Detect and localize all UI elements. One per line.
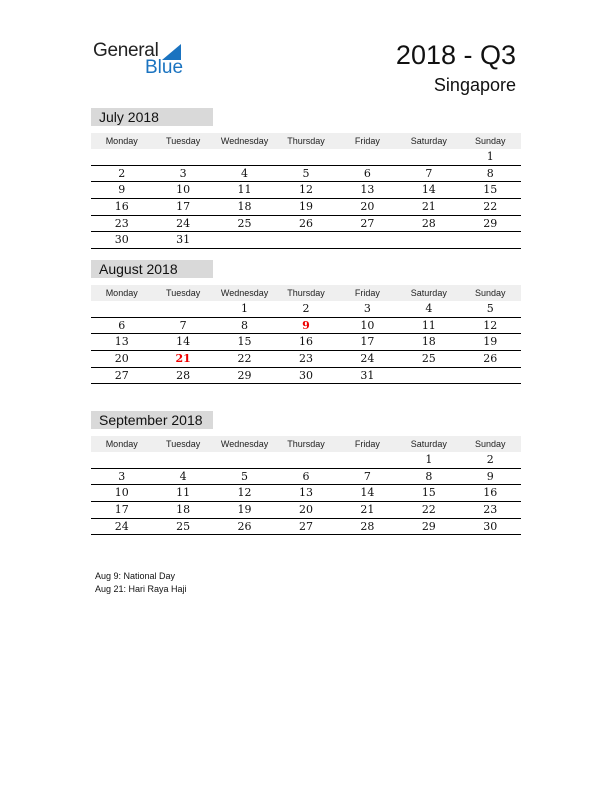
date-cell: 20 xyxy=(114,352,129,366)
holiday-notes xyxy=(95,570,187,596)
date-cell: 7 xyxy=(363,469,371,483)
weekday-label: Wednesday xyxy=(220,288,269,298)
date-cell: 18 xyxy=(176,503,191,517)
date-cell: 16 xyxy=(483,486,498,500)
week-row xyxy=(91,199,521,216)
weekday-label: Monday xyxy=(105,288,138,298)
holiday-note: Aug 9: National Day xyxy=(95,571,176,581)
date-cell: 19 xyxy=(298,200,313,214)
date-cell xyxy=(398,149,459,165)
date-cell: 5 xyxy=(241,469,249,483)
date-cell: 15 xyxy=(237,335,252,349)
date-cell: 22 xyxy=(421,503,436,517)
date-cell: 10 xyxy=(114,486,129,500)
date-cell xyxy=(214,452,275,468)
weekday-label: Saturday xyxy=(410,288,447,298)
date-cell: 7 xyxy=(179,318,187,332)
weekday-label: Tuesday xyxy=(166,288,201,298)
date-cell xyxy=(460,368,521,384)
holiday-note: Aug 21: Hari Raya Haji xyxy=(95,584,187,594)
date-cell: 8 xyxy=(425,469,433,483)
date-cell: 11 xyxy=(421,318,436,332)
date-cell: 28 xyxy=(176,368,191,382)
date-cell: 9 xyxy=(486,469,494,483)
month-title: July 2018 xyxy=(91,108,213,126)
week-row xyxy=(91,301,521,318)
week-row xyxy=(91,485,521,502)
date-cell: 6 xyxy=(302,469,310,483)
date-cell: 2 xyxy=(118,166,126,180)
date-cell: 13 xyxy=(360,183,375,197)
date-cell: 20 xyxy=(298,503,313,517)
weekday-header xyxy=(91,133,521,149)
date-cell: 28 xyxy=(360,519,375,533)
week-row xyxy=(91,519,521,536)
week-row xyxy=(91,149,521,166)
date-cell: 5 xyxy=(302,166,310,180)
date-cell: 25 xyxy=(176,519,191,533)
date-cell: 31 xyxy=(176,233,191,247)
date-cell: 19 xyxy=(237,503,252,517)
date-cell: 14 xyxy=(176,335,191,349)
week-row xyxy=(91,469,521,486)
date-cell: 29 xyxy=(237,368,252,382)
date-cell: 3 xyxy=(118,469,126,483)
weekday-header xyxy=(91,285,521,301)
date-cell: 23 xyxy=(298,352,313,366)
week-row xyxy=(91,334,521,351)
date-cell: 13 xyxy=(298,486,313,500)
date-cell: 14 xyxy=(360,486,375,500)
date-cell: 2 xyxy=(486,453,494,466)
month-title: August 2018 xyxy=(91,260,213,278)
month-0 xyxy=(91,108,521,249)
date-cell: 13 xyxy=(114,335,129,349)
weekday-label: Sunday xyxy=(474,439,506,449)
date-cell: 26 xyxy=(483,352,498,366)
date-cell: 8 xyxy=(241,318,249,332)
weekday-label: Sunday xyxy=(474,136,506,146)
week-row xyxy=(91,502,521,519)
week-row xyxy=(91,452,521,469)
logo-blue: Blue xyxy=(145,57,184,78)
date-cell: 25 xyxy=(237,216,252,230)
date-cell: 22 xyxy=(237,352,252,366)
weekday-label: Wednesday xyxy=(220,439,269,449)
date-cell: 26 xyxy=(237,519,252,533)
date-cell: 27 xyxy=(298,519,313,533)
weekday-label: Wednesday xyxy=(220,136,269,146)
country-name: Singapore xyxy=(433,75,516,95)
date-cell: 15 xyxy=(421,486,436,500)
page-title: 2018 - Q3 xyxy=(395,40,516,70)
date-cell: 17 xyxy=(360,335,375,349)
weekday-label: Tuesday xyxy=(166,439,201,449)
date-cell xyxy=(152,452,213,468)
date-cell: 14 xyxy=(421,183,436,197)
date-cell: 24 xyxy=(360,352,375,366)
week-row xyxy=(91,182,521,199)
weekday-label: Thursday xyxy=(287,136,325,146)
date-cell xyxy=(91,301,152,317)
date-cell xyxy=(398,232,459,248)
date-cell xyxy=(152,149,213,165)
date-cell: 26 xyxy=(298,216,313,230)
date-cell: 30 xyxy=(298,368,313,382)
date-cell: 3 xyxy=(363,302,371,315)
date-cell xyxy=(275,452,336,468)
week-row xyxy=(91,166,521,183)
date-cell: 10 xyxy=(360,318,375,332)
weekday-label: Thursday xyxy=(287,288,325,298)
month-1 xyxy=(91,260,521,384)
date-cell: 9 xyxy=(118,183,126,197)
weekday-label: Saturday xyxy=(410,136,447,146)
date-cell: 17 xyxy=(176,200,191,214)
date-cell xyxy=(214,149,275,165)
week-row xyxy=(91,318,521,335)
date-cell: 17 xyxy=(114,503,129,517)
date-cell: 4 xyxy=(241,166,249,180)
date-cell: 11 xyxy=(237,183,252,197)
date-cell: 4 xyxy=(425,302,433,315)
date-cell: 6 xyxy=(363,166,371,180)
date-cell: 27 xyxy=(114,368,129,382)
weekday-label: Monday xyxy=(105,439,138,449)
weekday-label: Friday xyxy=(354,439,380,449)
date-cell: 10 xyxy=(176,183,191,197)
date-cell xyxy=(337,149,398,165)
date-cell: 29 xyxy=(483,216,498,230)
date-cell: 30 xyxy=(483,519,498,533)
date-cell: 16 xyxy=(114,200,129,214)
weekday-header xyxy=(91,436,521,452)
date-cell: 25 xyxy=(421,352,436,366)
date-cell: 22 xyxy=(483,200,498,214)
week-row xyxy=(91,232,521,249)
month-title: September 2018 xyxy=(91,411,213,429)
date-cell: 19 xyxy=(483,335,498,349)
date-cell: 6 xyxy=(118,318,126,332)
date-cell: 7 xyxy=(425,166,433,180)
date-cell: 23 xyxy=(114,216,129,230)
date-cell: 1 xyxy=(241,302,249,315)
date-cell xyxy=(214,232,275,248)
date-cell: 18 xyxy=(421,335,436,349)
date-cell: 24 xyxy=(176,216,191,230)
date-cell: 21 xyxy=(421,200,436,214)
date-cell xyxy=(460,232,521,248)
date-cell xyxy=(398,368,459,384)
date-cell: 20 xyxy=(360,200,375,214)
date-cell: 8 xyxy=(486,166,494,180)
date-cell: 16 xyxy=(298,335,313,349)
weekday-label: Monday xyxy=(105,136,138,146)
month-2 xyxy=(91,411,521,535)
week-row xyxy=(91,216,521,233)
date-cell: 12 xyxy=(298,183,313,197)
date-cell: 4 xyxy=(179,469,187,483)
date-cell: 12 xyxy=(483,318,498,332)
date-cell: 1 xyxy=(486,150,494,163)
date-cell xyxy=(337,452,398,468)
date-cell: 5 xyxy=(486,302,494,315)
date-cell: 27 xyxy=(360,216,375,230)
weekday-label: Friday xyxy=(354,288,380,298)
date-cell xyxy=(275,149,336,165)
week-row xyxy=(91,351,521,368)
date-cell: 23 xyxy=(483,503,498,517)
date-cell: 18 xyxy=(237,200,252,214)
date-cell: 11 xyxy=(176,486,191,500)
week-row xyxy=(91,368,521,385)
date-cell: 29 xyxy=(421,519,436,533)
date-cell: 28 xyxy=(421,216,436,230)
date-cell xyxy=(275,232,336,248)
date-cell: 30 xyxy=(114,233,129,247)
date-cell: 15 xyxy=(483,183,498,197)
date-cell xyxy=(152,301,213,317)
date-cell: 31 xyxy=(360,368,375,382)
weekday-label: Sunday xyxy=(474,288,506,298)
holiday-date: 9 xyxy=(302,318,310,332)
date-cell: 21 xyxy=(360,503,375,517)
date-cell xyxy=(91,149,152,165)
date-cell: 2 xyxy=(302,302,310,315)
date-cell xyxy=(91,452,152,468)
weekday-label: Thursday xyxy=(287,439,325,449)
date-cell xyxy=(337,232,398,248)
logo-general: General xyxy=(93,40,159,61)
weekday-label: Friday xyxy=(354,136,380,146)
holiday-date: 21 xyxy=(175,352,191,366)
weekday-label: Saturday xyxy=(410,439,447,449)
date-cell: 1 xyxy=(425,453,433,466)
date-cell: 3 xyxy=(179,166,187,180)
date-cell: 12 xyxy=(237,486,252,500)
date-cell: 24 xyxy=(114,519,129,533)
weekday-label: Tuesday xyxy=(166,136,201,146)
